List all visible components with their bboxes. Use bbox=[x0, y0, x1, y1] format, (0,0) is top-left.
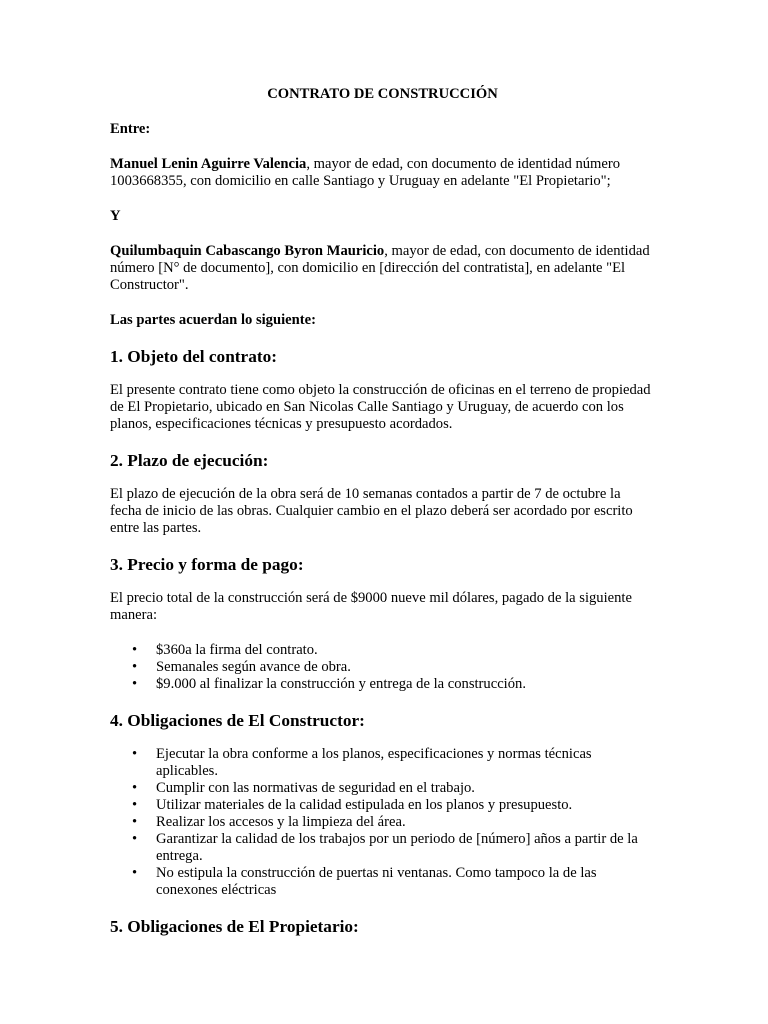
list-item: • Semanales según avance de obra. bbox=[156, 659, 655, 676]
list-item: • $9.000 al finalizar la construcción y entrega de la construcción. bbox=[156, 676, 655, 693]
document-body bbox=[110, 86, 655, 952]
list-item: • $360a la firma del contrato. bbox=[156, 642, 655, 659]
section-3-body: El precio total de la construcción será de $9000 nueve mil dólares, pagado de la siguiente manera: bbox=[110, 590, 632, 623]
party-1-text: , mayor de edad, con documento de identidad número 1003668355, con domicilio en calle Santiago y Uruguay en adelante "El Propietario"; bbox=[110, 156, 621, 189]
party-2-text: , mayor de edad, con documento de identidad número [N° de documento], con domicilio en [dirección del contratista], en adelante "El Constructor". bbox=[110, 243, 650, 293]
y-label: Y bbox=[110, 208, 121, 224]
party-2-name: Quilumbaquin Cabascango Byron Mauricio bbox=[110, 243, 385, 259]
list-item: • Garantizar la calidad de los trabajos por un periodo de [número] años a partir de la entrega. bbox=[156, 831, 655, 865]
section-3-heading: 3. Precio y forma de pago: bbox=[110, 555, 304, 574]
party-1-name: Manuel Lenin Aguirre Valencia bbox=[110, 156, 307, 172]
agreement-label: Las partes acuerdan lo siguiente: bbox=[110, 312, 316, 328]
section-4-heading: 4. Obligaciones de El Constructor: bbox=[110, 711, 365, 730]
section-1-body: El presente contrato tiene como objeto la construcción de oficinas en el terreno de propiedad de El Propietario, ubicado en San Nicolas Calle Santiago y Uruguay, de acuerdo con los planos, especificaciones técnicas y presupuesto acordados. bbox=[110, 382, 651, 432]
section-5-heading: 5. Obligaciones de El Propietario: bbox=[110, 917, 359, 936]
section-2-body: El plazo de ejecución de la obra será de 10 semanas contados a partir de 7 de octubre la fecha de inicio de las obras. Cualquier cambio en el plazo deberá ser acordado por escrito entre las partes. bbox=[110, 486, 633, 536]
payment-list bbox=[110, 642, 655, 693]
list-item: • Ejecutar la obra conforme a los planos, especificaciones y normas técnicas aplicables. bbox=[156, 746, 655, 780]
section-1-heading: 1. Objeto del contrato: bbox=[110, 347, 278, 366]
list-item: • Utilizar materiales de la calidad estipulada en los planos y presupuesto. bbox=[156, 797, 655, 814]
constructor-obligations-list bbox=[110, 746, 655, 899]
entre-label: Entre: bbox=[110, 121, 151, 137]
party-1-paragraph bbox=[110, 156, 655, 190]
list-item: • No estipula la construcción de puertas ni ventanas. Como tampoco la de las conexones eléctricas bbox=[156, 865, 655, 899]
party-2-paragraph bbox=[110, 243, 655, 294]
list-item: • Realizar los accesos y la limpieza del área. bbox=[156, 814, 655, 831]
section-2-heading: 2. Plazo de ejecución: bbox=[110, 451, 269, 470]
list-item: • Cumplir con las normativas de seguridad en el trabajo. bbox=[156, 780, 655, 797]
document-title: CONTRATO DE CONSTRUCCIÓN bbox=[267, 86, 498, 102]
